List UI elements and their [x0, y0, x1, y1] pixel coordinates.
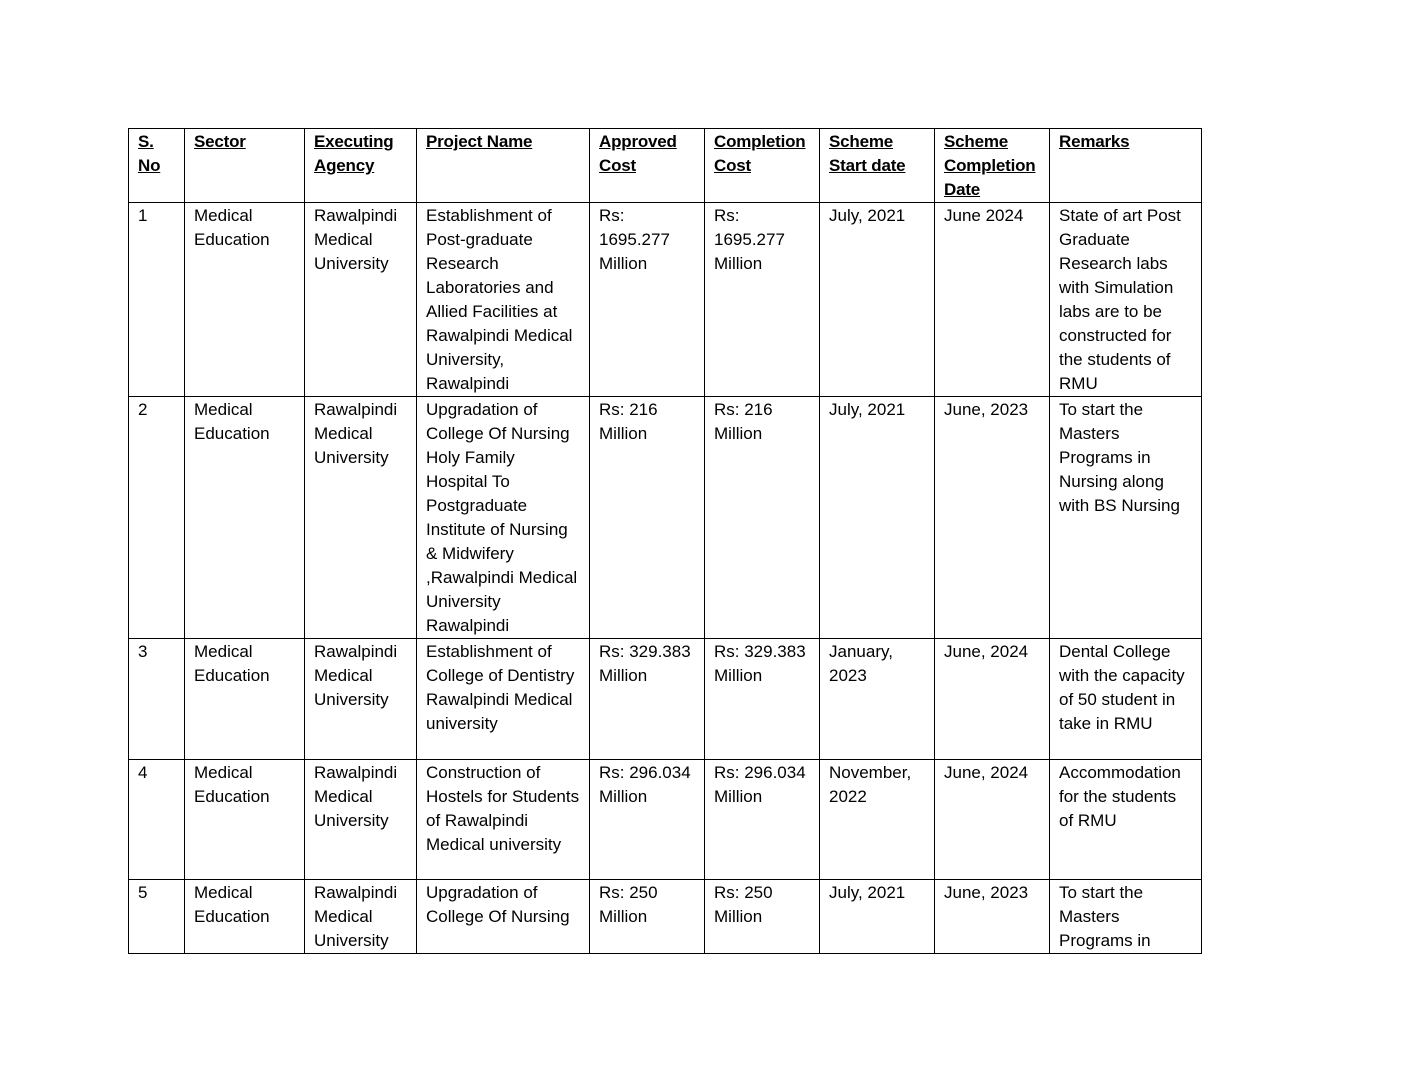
header-scheme-completion-date: Scheme Completion Date	[935, 129, 1050, 203]
table-row	[129, 203, 1202, 397]
cell-scheme-completion-date: June, 2024	[935, 639, 1050, 760]
header-scheme-start-date: Scheme Start date	[820, 129, 935, 203]
cell-approved-cost: Rs: 329.383 Million	[590, 639, 705, 760]
table-row	[129, 639, 1202, 760]
table-header-row	[129, 129, 1202, 203]
cell-sno: 2	[129, 397, 185, 639]
cell-project-name: Establishment of College of Dentistry Rawalpindi Medical university	[417, 639, 590, 760]
cell-scheme-completion-date: June, 2023	[935, 397, 1050, 639]
table-row	[129, 397, 1202, 639]
cell-executing-agency: Rawalpindi Medical University	[305, 760, 417, 880]
cell-scheme-start-date: July, 2021	[820, 397, 935, 639]
cell-approved-cost: Rs: 1695.277 Million	[590, 203, 705, 397]
header-approved-cost: Approved Cost	[590, 129, 705, 203]
cell-remarks: State of art Post Graduate Research labs with Simulation labs are to be constructed for the students of RMU	[1050, 203, 1202, 397]
cell-sector: Medical Education	[185, 760, 305, 880]
table-row	[129, 880, 1202, 954]
cell-remarks: To start the Masters Programs in Nursing along with BS Nursing	[1050, 397, 1202, 639]
cell-project-name: Upgradation of College Of Nursing	[417, 880, 590, 954]
cell-sector: Medical Education	[185, 880, 305, 954]
cell-scheme-completion-date: June 2024	[935, 203, 1050, 397]
cell-remarks: To start the Masters Programs in	[1050, 880, 1202, 954]
cell-scheme-completion-date: June, 2024	[935, 760, 1050, 880]
header-sector: Sector	[185, 129, 305, 203]
cell-remarks: Accommodation for the students of RMU	[1050, 760, 1202, 880]
header-remarks: Remarks	[1050, 129, 1202, 203]
header-sno: S. No	[129, 129, 185, 203]
cell-sector: Medical Education	[185, 203, 305, 397]
header-completion-cost: Completion Cost	[705, 129, 820, 203]
cell-scheme-start-date: July, 2021	[820, 203, 935, 397]
cell-completion-cost: Rs: 250 Million	[705, 880, 820, 954]
cell-executing-agency: Rawalpindi Medical University	[305, 880, 417, 954]
cell-sno: 1	[129, 203, 185, 397]
cell-scheme-start-date: July, 2021	[820, 880, 935, 954]
cell-project-name: Establishment of Post-graduate Research Laboratories and Allied Facilities at Rawalpindi Medical University, Rawalpindi	[417, 203, 590, 397]
cell-completion-cost: Rs: 1695.277 Million	[705, 203, 820, 397]
cell-project-name: Construction of Hostels for Students of Rawalpindi Medical university	[417, 760, 590, 880]
header-project-name: Project Name	[417, 129, 590, 203]
cell-sno: 5	[129, 880, 185, 954]
cell-executing-agency: Rawalpindi Medical University	[305, 639, 417, 760]
cell-sno: 3	[129, 639, 185, 760]
cell-sector: Medical Education	[185, 639, 305, 760]
cell-approved-cost: Rs: 296.034 Million	[590, 760, 705, 880]
cell-sector: Medical Education	[185, 397, 305, 639]
cell-executing-agency: Rawalpindi Medical University	[305, 203, 417, 397]
cell-remarks: Dental College with the capacity of 50 student in take in RMU	[1050, 639, 1202, 760]
cell-scheme-completion-date: June, 2023	[935, 880, 1050, 954]
cell-executing-agency: Rawalpindi Medical University	[305, 397, 417, 639]
cell-project-name: Upgradation of College Of Nursing Holy Family Hospital To Postgraduate Institute of Nursing & Midwifery ,Rawalpindi Medical University Rawalpindi	[417, 397, 590, 639]
cell-completion-cost: Rs: 296.034 Million	[705, 760, 820, 880]
cell-sno: 4	[129, 760, 185, 880]
cell-completion-cost: Rs: 216 Million	[705, 397, 820, 639]
cell-scheme-start-date: January, 2023	[820, 639, 935, 760]
cell-approved-cost: Rs: 216 Million	[590, 397, 705, 639]
projects-table	[128, 128, 1202, 954]
cell-scheme-start-date: November, 2022	[820, 760, 935, 880]
table-row	[129, 760, 1202, 880]
header-executing-agency: Executing Agency	[305, 129, 417, 203]
cell-completion-cost: Rs: 329.383 Million	[705, 639, 820, 760]
cell-approved-cost: Rs: 250 Million	[590, 880, 705, 954]
